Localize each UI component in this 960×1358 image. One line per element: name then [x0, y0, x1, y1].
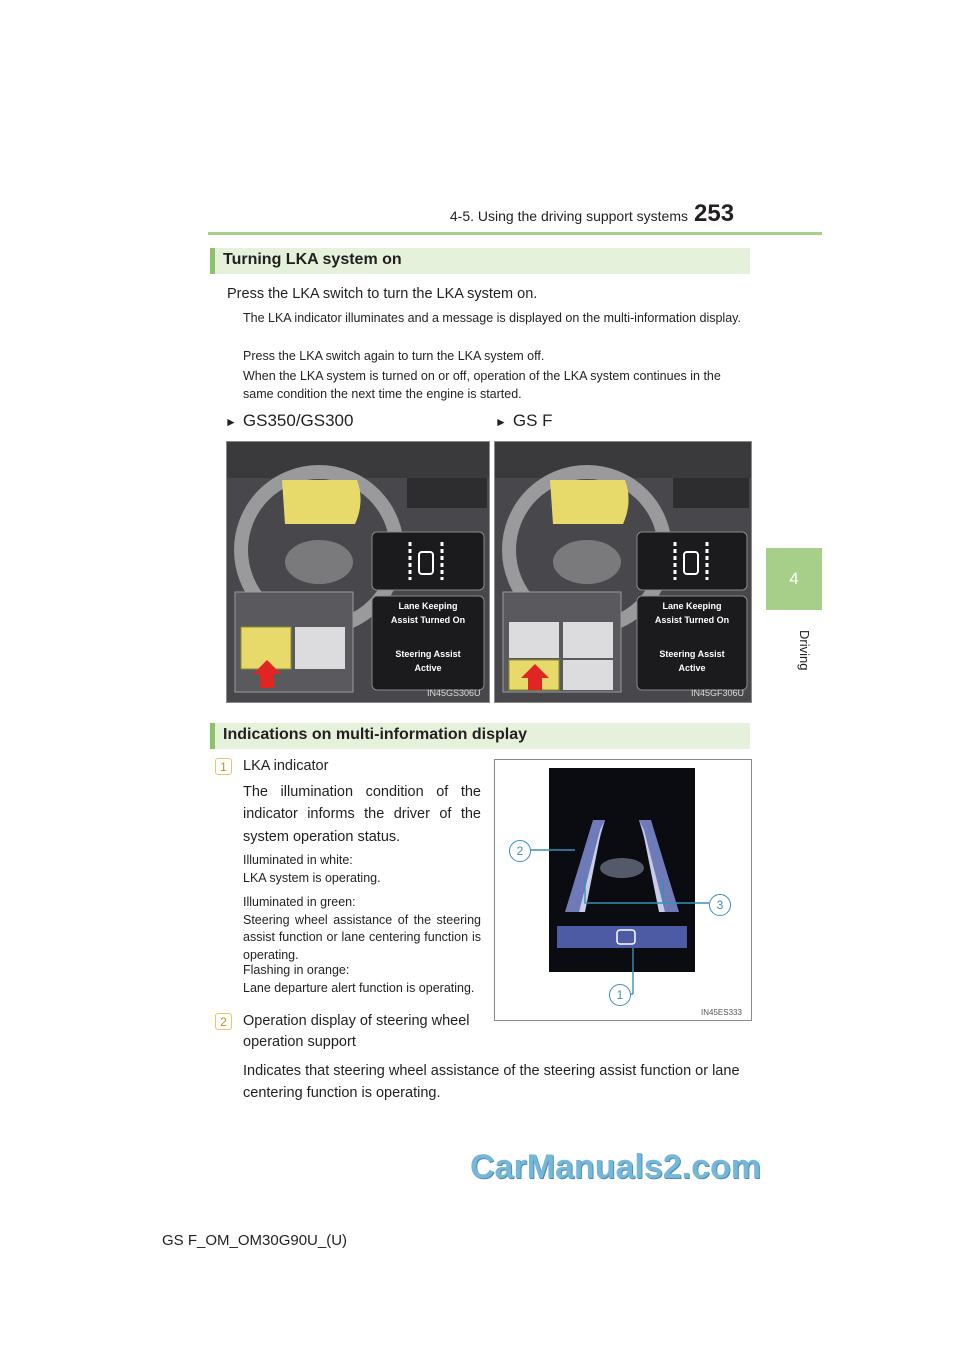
figure-code: IN45GF306U	[691, 688, 745, 698]
watermark: CarManuals2.com	[470, 1148, 761, 1186]
section-title: Indications on multi-information display	[223, 726, 528, 743]
section-title: Turning LKA system on	[223, 251, 402, 268]
section-bar-turning-on	[210, 248, 750, 274]
intro-text: Press the LKA switch to turn the LKA system on.	[227, 286, 538, 302]
note-3: When the LKA system is turned on or off, operation of the LKA system continues in the same condition the next time the engine is started.	[243, 369, 721, 401]
section-bar-indications	[210, 723, 750, 749]
figure-code: IN45ES333	[701, 1008, 742, 1017]
variant-left-label: ► GS350/GS300	[225, 411, 354, 430]
item1-body: The illumination condition of the indicator informs the driver of the system operation status.	[243, 784, 481, 845]
mid-message-1: Lane Keeping Assist Turned On	[654, 601, 730, 625]
figure-mid-display	[494, 759, 752, 1021]
header-rule	[208, 232, 822, 235]
mid-display-illustration	[495, 760, 751, 1020]
state-3: Flashing in orange: Lane departure alert function is operating.	[243, 963, 475, 995]
section-header: 4-5. Using the driving support systems	[449, 208, 688, 224]
mid-message-2: Steering Assist Active	[395, 649, 461, 673]
note-2: Press the LKA switch again to turn the LKA system off.	[243, 349, 545, 363]
chapter-label: Driving	[797, 629, 812, 671]
page-number: 253	[694, 200, 735, 227]
callout-3: 3	[709, 894, 731, 916]
item1-title: LKA indicator	[243, 758, 329, 774]
figure-code: IN45GS306U	[427, 688, 481, 698]
figure-gs350-lka-switch	[226, 441, 490, 703]
mid-message-2: Steering Assist Active	[659, 649, 725, 673]
item-number-2: 2	[215, 1013, 232, 1030]
chapter-tab: 4	[766, 548, 822, 610]
state-1: Illuminated in white: LKA system is operating.	[243, 853, 381, 885]
item2-body: Indicates that steering wheel assistance of the steering assist function or lane centering function is operating.	[243, 1063, 740, 1102]
mid-message-1: Lane Keeping Assist Turned On	[390, 601, 466, 625]
item-number-1: 1	[215, 758, 232, 775]
triangle-bullet-icon: ►	[225, 415, 237, 429]
triangle-bullet-icon: ►	[495, 415, 507, 429]
note-1: The LKA indicator illuminates and a message is displayed on the multi-information display.	[243, 311, 741, 325]
state-2: Illuminated in green: Steering wheel assistance of the steering assist function or lane centering function is operating.	[243, 895, 481, 962]
figure-gsf-lka-switch	[494, 441, 752, 703]
variant-right-label: ► GS F	[495, 411, 553, 430]
callout-2: 2	[509, 840, 531, 862]
callout-1: 1	[609, 984, 631, 1006]
footer-code: GS F_OM_OM30G90U_(U)	[162, 1232, 348, 1249]
item2-title: Operation display of steering wheel operation support	[243, 1013, 470, 1051]
